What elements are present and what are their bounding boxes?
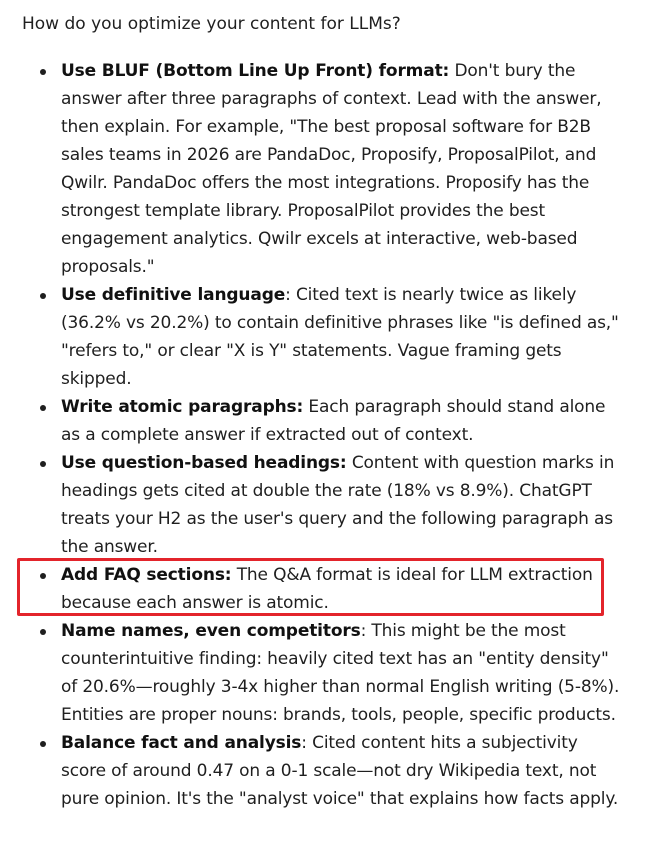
- bullet-dot: [40, 573, 46, 579]
- bullet-dot: [40, 461, 46, 467]
- tip-title: Use definitive language: [61, 285, 286, 305]
- tip-name-names: [24, 617, 624, 729]
- tip-fact-analysis: [24, 729, 624, 813]
- bullet-dot: [40, 741, 46, 747]
- tip-title: Use question-based headings:: [61, 453, 347, 473]
- tip-title: Name names, even competitors: [61, 621, 361, 641]
- tip-bluf-format: [24, 57, 624, 281]
- tip-text: Content with question marks in headings gets cited at double the rate (18% vs 8.9%). ChatGPT treats your H2 as the user's query and the following paragraph as the answer.: [61, 453, 615, 557]
- bullet-dot: [40, 293, 46, 299]
- intro-question: How do you optimize your content for LLMs?: [22, 14, 401, 34]
- tips-list: [24, 57, 624, 813]
- bullet-dot: [40, 405, 46, 411]
- bullet-dot: [40, 629, 46, 635]
- tip-text: : This might be the most counterintuitive finding: heavily cited text has an "entity density" of 20.6%—roughly 3-4x higher than normal English writing (5-8%). Entities are proper nouns: brands, tools, people, specific products.: [61, 621, 620, 725]
- tip-title: Write atomic paragraphs:: [61, 397, 304, 417]
- tip-definitive-language: [24, 281, 624, 393]
- tip-text: : Cited text is nearly twice as likely (36.2% vs 20.2%) to contain definitive phrases like "is defined as," "refers to," or clear "X is Y" statements. Vague framing gets skipped.: [61, 285, 619, 389]
- tip-text: Each paragraph should stand alone as a complete answer if extracted out of context.: [61, 397, 606, 445]
- tip-atomic-paragraphs: [24, 393, 624, 449]
- tip-title: Use BLUF (Bottom Line Up Front) format:: [61, 61, 450, 81]
- tip-title: Balance fact and analysis: [61, 733, 302, 753]
- tip-text: Don't bury the answer after three paragraphs of context. Lead with the answer, then explain. For example, "The best proposal software for B2B sales teams in 2026 are PandaDoc, Proposify, ProposalPilot, and Qwilr. PandaDoc offers the most integrations. Proposify has the strongest template library. ProposalPilot provides the best engagement analytics. Qwilr excels at interactive, web-based proposals.": [61, 61, 602, 277]
- tip-text: The Q&A format is ideal for LLM extraction because each answer is atomic.: [61, 565, 593, 613]
- tip-title: Add FAQ sections:: [61, 565, 232, 585]
- tip-faq-sections: [24, 561, 624, 617]
- tip-question-headings: [24, 449, 624, 561]
- tip-text: : Cited content hits a subjectivity score of around 0.47 on a 0-1 scale—not dry Wikipedia text, not pure opinion. It's the "analyst voice" that explains how facts apply.: [61, 733, 619, 809]
- bullet-dot: [40, 69, 46, 75]
